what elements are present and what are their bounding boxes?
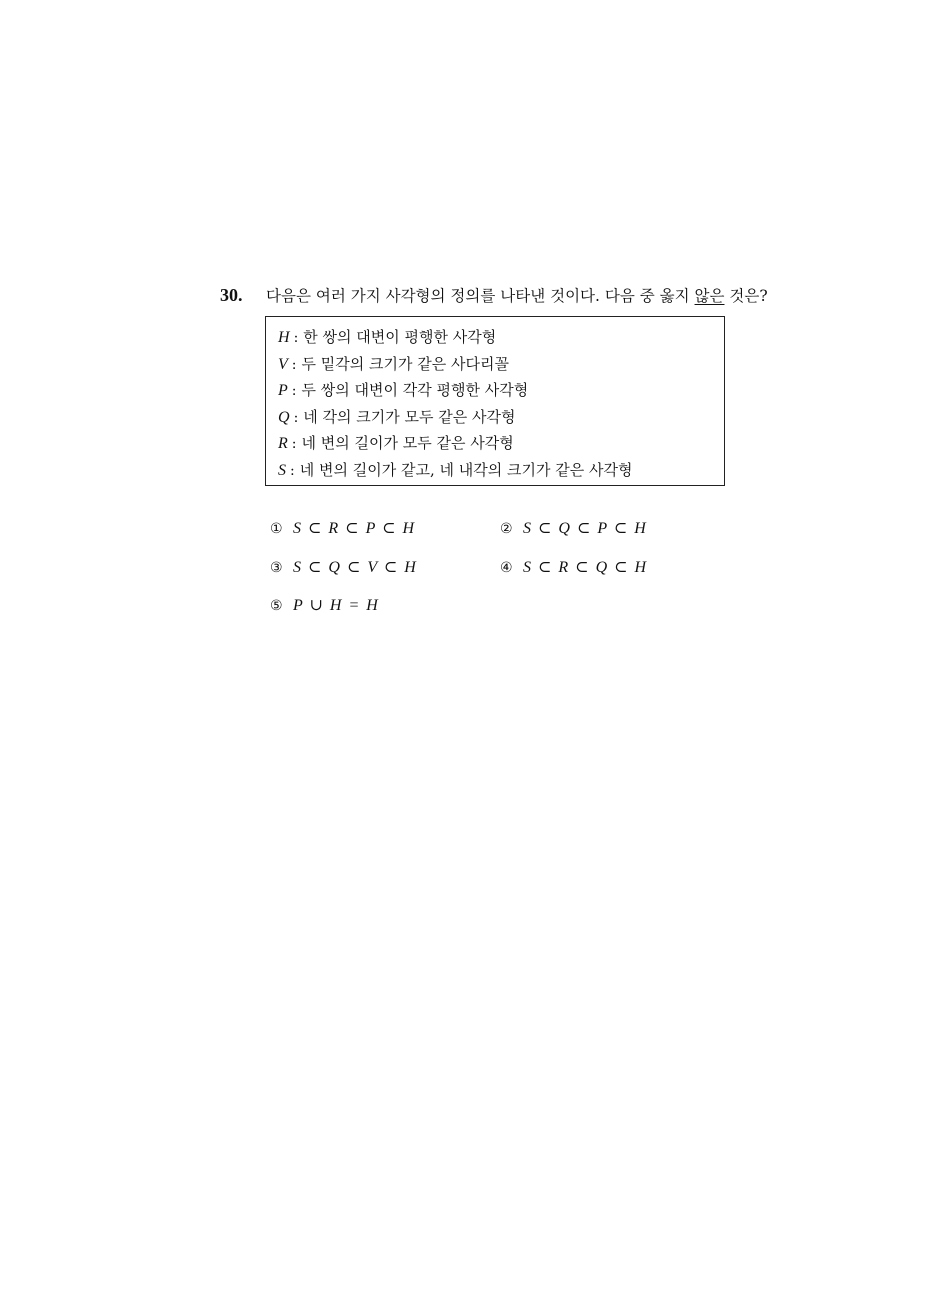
answer-choices bbox=[270, 518, 730, 634]
question-text-before: 다음은 여러 가지 사각형의 정의를 나타낸 것이다. 다음 중 옳지 bbox=[266, 287, 695, 305]
definition-text: 네 각의 크기가 모두 같은 사각형 bbox=[303, 407, 516, 426]
definition-separator: : bbox=[291, 383, 297, 400]
choice-expression: S ⊂ R ⊂ P ⊂ H bbox=[293, 520, 415, 537]
question-text-after: 것은? bbox=[724, 287, 768, 305]
definition-text: 네 변의 길이가 모두 같은 사각형 bbox=[301, 434, 514, 453]
choice-row bbox=[270, 518, 730, 557]
definition-symbol: H bbox=[278, 329, 290, 346]
definition-separator: : bbox=[290, 462, 295, 479]
definition-row bbox=[278, 325, 712, 352]
definition-text: 네 변의 길이가 같고, 네 내각의 크기가 같은 사각형 bbox=[299, 460, 633, 479]
choice-1[interactable] bbox=[270, 518, 500, 538]
definition-text: 두 밑각의 크기가 같은 사다리꼴 bbox=[301, 354, 509, 373]
question-30 bbox=[220, 284, 780, 614]
choice-number: ② bbox=[500, 521, 513, 537]
question-text bbox=[266, 285, 768, 307]
definition-box bbox=[265, 316, 725, 486]
choice-number: ⑤ bbox=[270, 598, 283, 614]
definition-row bbox=[278, 378, 712, 405]
question-text-underlined: 않은 bbox=[694, 287, 725, 305]
choice-row bbox=[270, 557, 730, 596]
choice-4[interactable] bbox=[500, 557, 730, 577]
choice-expression: S ⊂ Q ⊂ V ⊂ H bbox=[293, 558, 417, 576]
question-header bbox=[220, 284, 780, 307]
definition-text: 한 쌍의 대변이 평행한 사각형 bbox=[303, 328, 497, 346]
choice-expression: P ∪ H = H bbox=[293, 597, 379, 614]
choice-number: ④ bbox=[500, 559, 513, 576]
definition-symbol: S bbox=[278, 461, 286, 479]
definition-row bbox=[278, 352, 712, 379]
definition-row bbox=[278, 458, 712, 485]
definition-separator: : bbox=[293, 330, 299, 346]
choice-expression: S ⊂ Q ⊂ P ⊂ H bbox=[523, 520, 647, 537]
choice-number: ① bbox=[270, 521, 283, 537]
definition-symbol: R bbox=[278, 435, 288, 453]
choice-row bbox=[270, 595, 730, 634]
choice-2[interactable] bbox=[500, 518, 730, 538]
definition-separator: : bbox=[291, 356, 297, 373]
definition-row bbox=[278, 431, 712, 458]
question-number: 30. bbox=[220, 285, 243, 305]
definition-separator: : bbox=[293, 409, 299, 426]
definition-row bbox=[278, 405, 712, 432]
definition-text: 두 쌍의 대변이 각각 평행한 사각형 bbox=[301, 381, 529, 400]
choice-5[interactable] bbox=[270, 595, 512, 615]
choice-expression: S ⊂ R ⊂ Q ⊂ H bbox=[523, 558, 647, 576]
definition-symbol: Q bbox=[278, 408, 290, 426]
choice-3[interactable] bbox=[270, 557, 500, 577]
definition-symbol: P bbox=[278, 382, 288, 400]
definition-symbol: V bbox=[278, 355, 288, 373]
definition-separator: : bbox=[291, 436, 297, 453]
choice-number: ③ bbox=[270, 559, 283, 576]
